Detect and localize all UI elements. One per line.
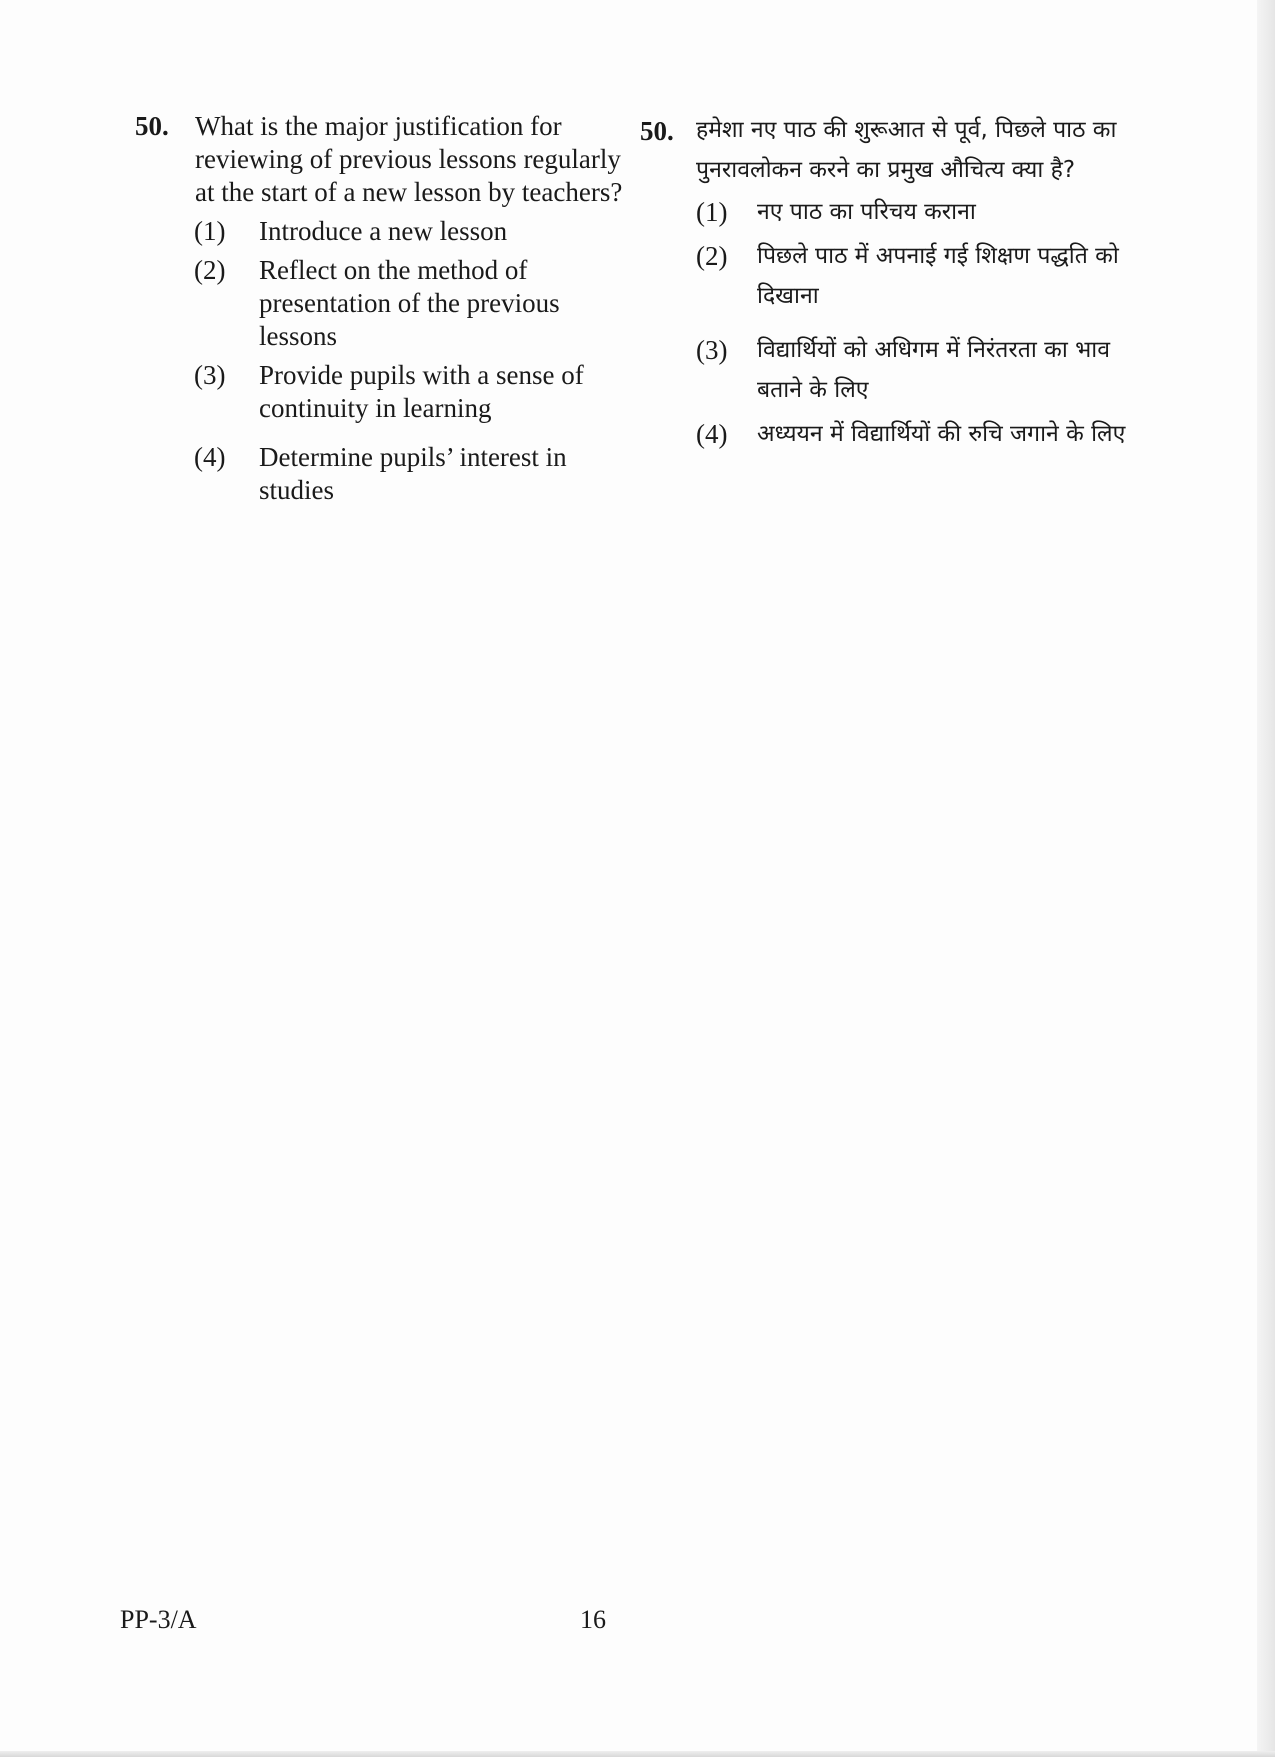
page-edge-shadow (1257, 0, 1275, 1757)
options-list-english (135, 215, 625, 507)
option-number: (4) (696, 419, 728, 449)
option-text: पिछले पाठ में अपनाई गई शिक्षण पद्धति को दिखाना (757, 243, 1119, 309)
booklet-code: PP-3/A (120, 1605, 197, 1634)
option-4 (696, 414, 1140, 454)
option-text: Provide pupils with a sense of continuity in learning (259, 360, 584, 423)
question-number: 50. (640, 116, 674, 146)
option-number: (1) (194, 216, 226, 246)
options-list-hindi (640, 192, 1140, 454)
question-stem-hindi (640, 110, 1140, 190)
option-number: (3) (194, 360, 226, 390)
option-number: (3) (696, 335, 728, 365)
option-3 (696, 330, 1140, 410)
option-text: Introduce a new lesson (259, 216, 508, 246)
option-text: नए पाठ का परिचय कराना (757, 199, 976, 225)
option-number: (2) (696, 241, 728, 271)
question-hindi (640, 110, 1140, 458)
option-number: (1) (696, 197, 728, 227)
question-text: हमेशा नए पाठ की शुरूआत से पूर्व, पिछले पाठ का पुनरावलोकन करने का प्रमुख औचित्य क्या है? (696, 117, 1117, 183)
option-number: (2) (194, 255, 226, 285)
option-text: विद्यार्थियों को अधिगम में निरंतरता का भाव बताने के लिए (757, 337, 1111, 403)
option-text: अध्ययन में विद्यार्थियों की रुचि जगाने के लिए (757, 421, 1126, 447)
question-number: 50. (135, 111, 169, 141)
page-bottom-edge (0, 1751, 1275, 1757)
option-3 (194, 359, 625, 425)
option-4 (194, 441, 625, 507)
question-stem-english (135, 110, 625, 209)
question-text: What is the major justification for reviewing of previous lessons regularly at the start of a new lesson by teachers? (195, 111, 623, 207)
option-text: Determine pupils’ interest in studies (259, 442, 567, 505)
option-number: (4) (194, 442, 226, 472)
page-number: 16 (580, 1605, 606, 1634)
question-english (135, 110, 625, 513)
option-1 (696, 192, 1140, 232)
option-text: Reflect on the method of presentation of the previous lessons (259, 255, 560, 351)
option-2 (696, 236, 1140, 316)
option-2 (194, 254, 625, 353)
option-1 (194, 215, 625, 248)
